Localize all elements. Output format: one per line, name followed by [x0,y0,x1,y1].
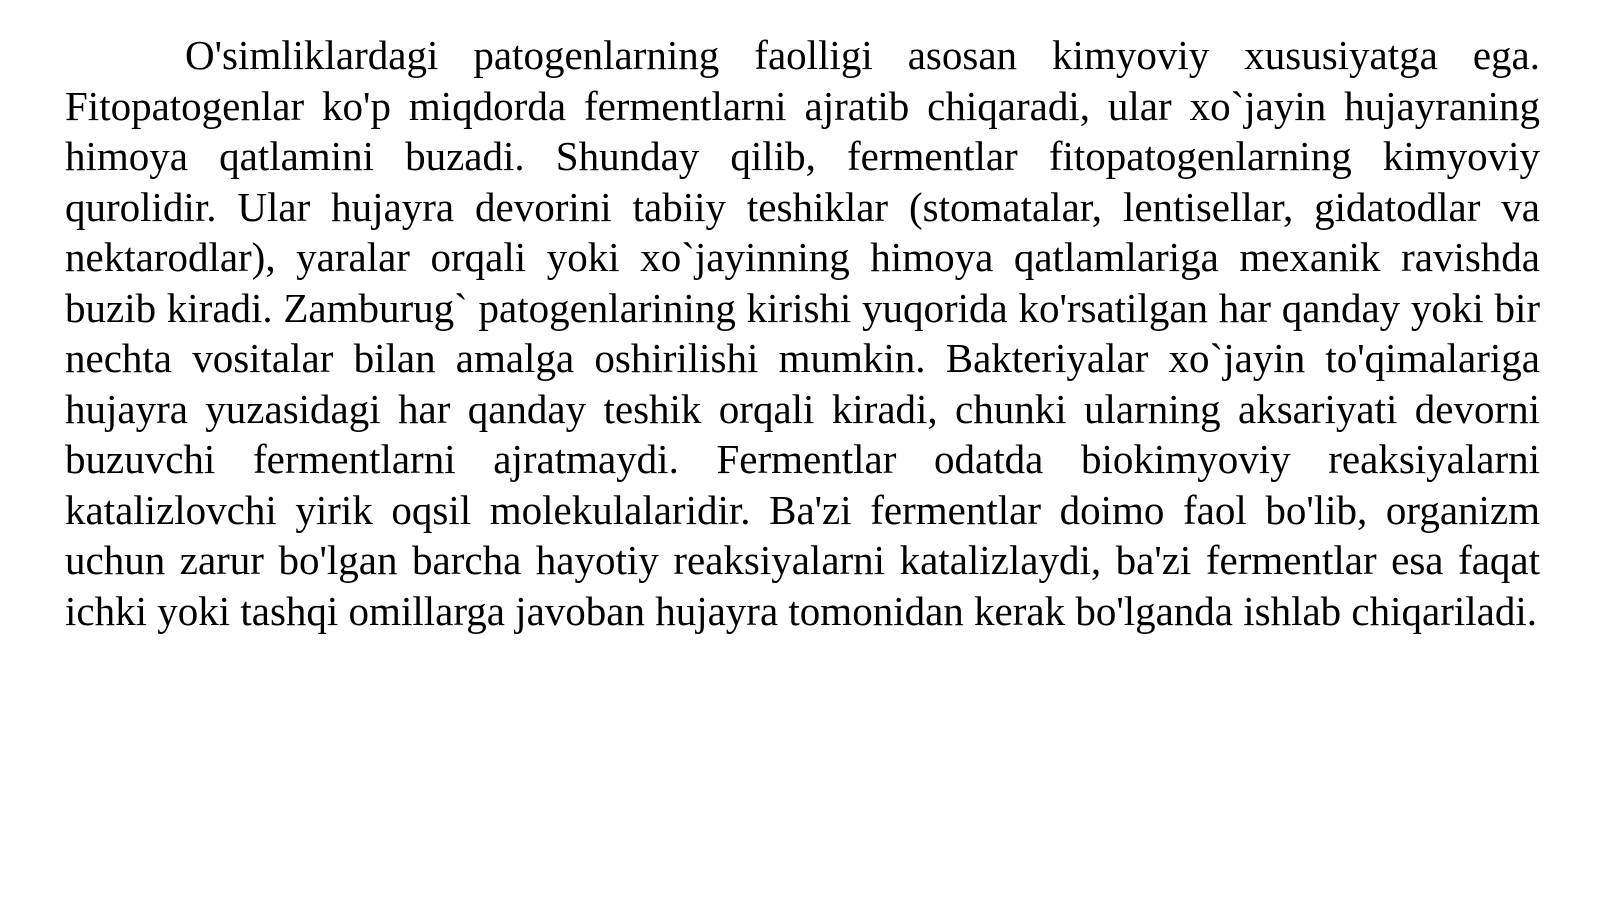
body-paragraph: O'simliklardagi patogenlarning faolligi asosan kimyoviy xususiyatga ega. Fitopatogenlar ko'p miqdorda fermentlarni ajratib chiqaradi, ular xo`jayin hujayraning himoya qatlamini buzadi. Shunday qilib, fermentlar fitopatogenlarning kimyoviy qurolidir. Ular hujayra devorini tabiiy teshiklar (stomatalar, lentisellar, gidatodlar va nektarodlar), yaralar orqali yoki xo`jayinning himoya qatlamlariga mexanik ravishda buzib kiradi. Zamburug` patogenlarining kirishi yuqorida ko'rsatilgan har qanday yoki bir nechta vositalar bilan amalga oshirilishi mumkin. Bakteriyalar xo`jayin to'qimalariga hujayra yuzasidagi har qanday teshik orqali kiradi, chunki ularning aksariyati devorni buzuvchi fermentlarni ajratmaydi. Fermentlar odatda biokimyoviy reaksiyalarni katalizlovchi yirik oqsil molekulalaridir. Ba'zi fermentlar doimo faol bo'lib, organizm uchun zarur bo'lgan barcha hayotiy reaksiyalarni katalizlaydi, ba'zi fermentlar esa faqat ichki yoki tashqi omillarga javoban hujayra tomonidan kerak bo'lganda ishlab chiqariladi. [65,32,1540,634]
